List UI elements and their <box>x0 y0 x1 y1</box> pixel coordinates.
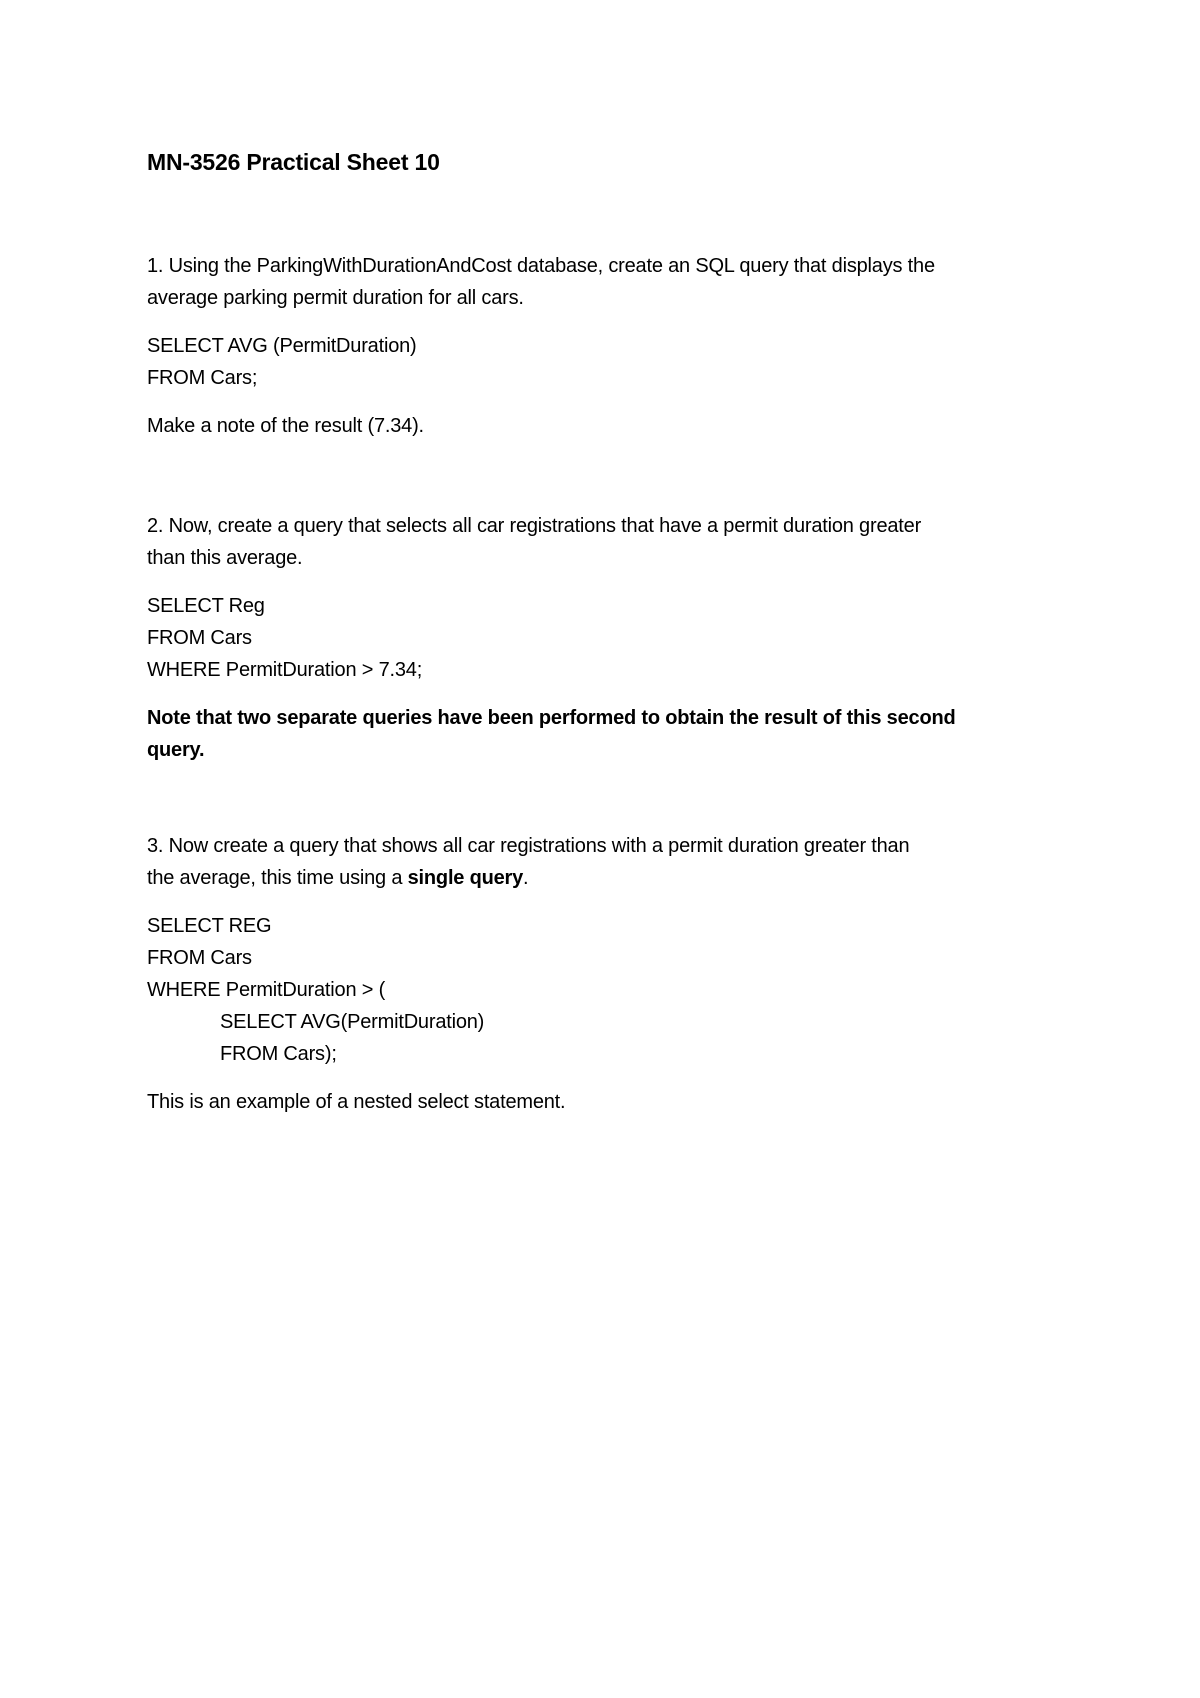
question-3-note: This is an example of a nested select statement. <box>147 1091 566 1113</box>
question-1-prompt-line-2: average parking permit duration for all cars. <box>147 287 524 309</box>
prompt-text: . <box>523 867 529 889</box>
sql-line-nested: SELECT AVG(PermitDuration) <box>220 1011 485 1033</box>
prompt-text: the average, this time using a <box>147 867 408 889</box>
question-1-sql <box>147 330 1047 394</box>
sql-line: SELECT AVG (PermitDuration) <box>147 335 417 357</box>
question-2-prompt-line-1: 2. Now, create a query that selects all car registrations that have a permit duration greater <box>147 515 922 537</box>
question-1 <box>147 250 1047 442</box>
question-3-sql <box>147 910 1047 1070</box>
question-2-prompt-line-2: than this average. <box>147 547 303 569</box>
question-2-sql <box>147 590 1047 686</box>
question-1-prompt-line-1: 1. Using the ParkingWithDurationAndCost database, create an SQL query that displays the <box>147 255 935 277</box>
sql-line: FROM Cars <box>147 947 252 969</box>
question-2-note-line-1: Note that two separate queries have been performed to obtain the result of this second <box>147 707 956 729</box>
question-3-prompt-line-1: 3. Now create a query that shows all car registrations with a permit duration greater than <box>147 835 910 857</box>
emphasis-text: single query <box>407 867 524 889</box>
question-2-note-line-2: query. <box>147 739 205 761</box>
question-3 <box>147 830 1047 1118</box>
question-2 <box>147 510 1047 766</box>
sql-line: SELECT REG <box>147 915 272 937</box>
sql-line-nested: FROM Cars); <box>220 1043 337 1065</box>
sql-line: SELECT Reg <box>147 595 265 617</box>
sql-line: WHERE PermitDuration > 7.34; <box>147 659 423 681</box>
sql-line: FROM Cars; <box>147 367 258 389</box>
question-1-note: Make a note of the result (7.34). <box>147 415 424 437</box>
sql-line: FROM Cars <box>147 627 252 649</box>
question-3-prompt-line-2 <box>147 862 1047 894</box>
sql-line: WHERE PermitDuration > ( <box>147 979 386 1001</box>
document-page <box>147 0 1047 1698</box>
page-title: MN-3526 Practical Sheet 10 <box>147 149 440 175</box>
